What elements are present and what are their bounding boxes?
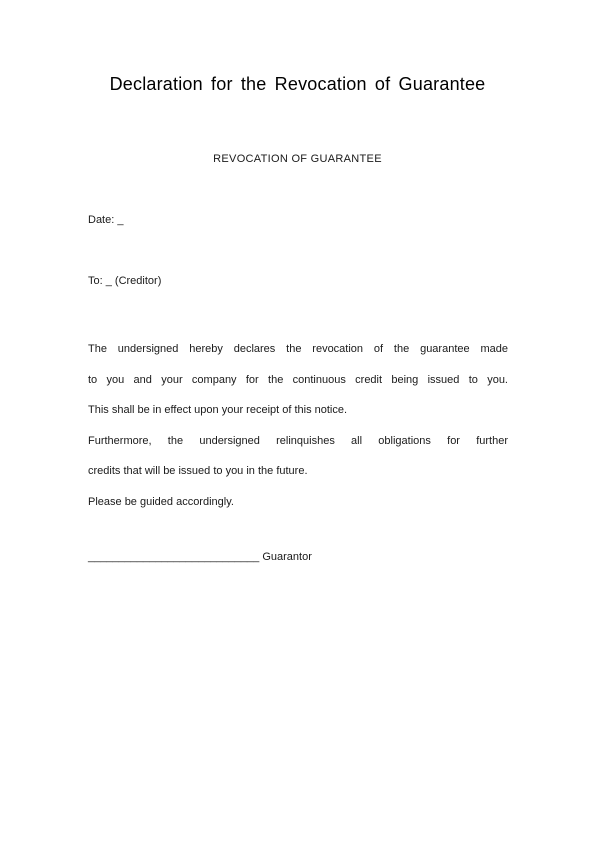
document-title: Declaration for the Revocation of Guarantee	[109, 74, 486, 94]
guarantor-signature-line: ____________________________ Guarantor	[88, 551, 312, 563]
date-line: Date: _	[88, 214, 124, 226]
document-subheading: REVOCATION OF GUARANTEE	[213, 153, 382, 165]
body-line: This shall be in effect upon your receipt of this notice.	[88, 404, 348, 417]
body-line: to you and your company for the continuous credit being issued to you.	[88, 373, 508, 386]
body-line: Please be guided accordingly.	[88, 495, 234, 508]
body-line: The undersigned hereby declares the revocation of the guarantee made	[88, 343, 508, 355]
recipient-line: To: _ (Creditor)	[88, 275, 162, 287]
body-line: Furthermore, the undersigned relinquishes all obligations for further	[88, 434, 508, 447]
body-line: credits that will be issued to you in the future.	[88, 465, 308, 478]
declaration-body	[88, 334, 508, 518]
